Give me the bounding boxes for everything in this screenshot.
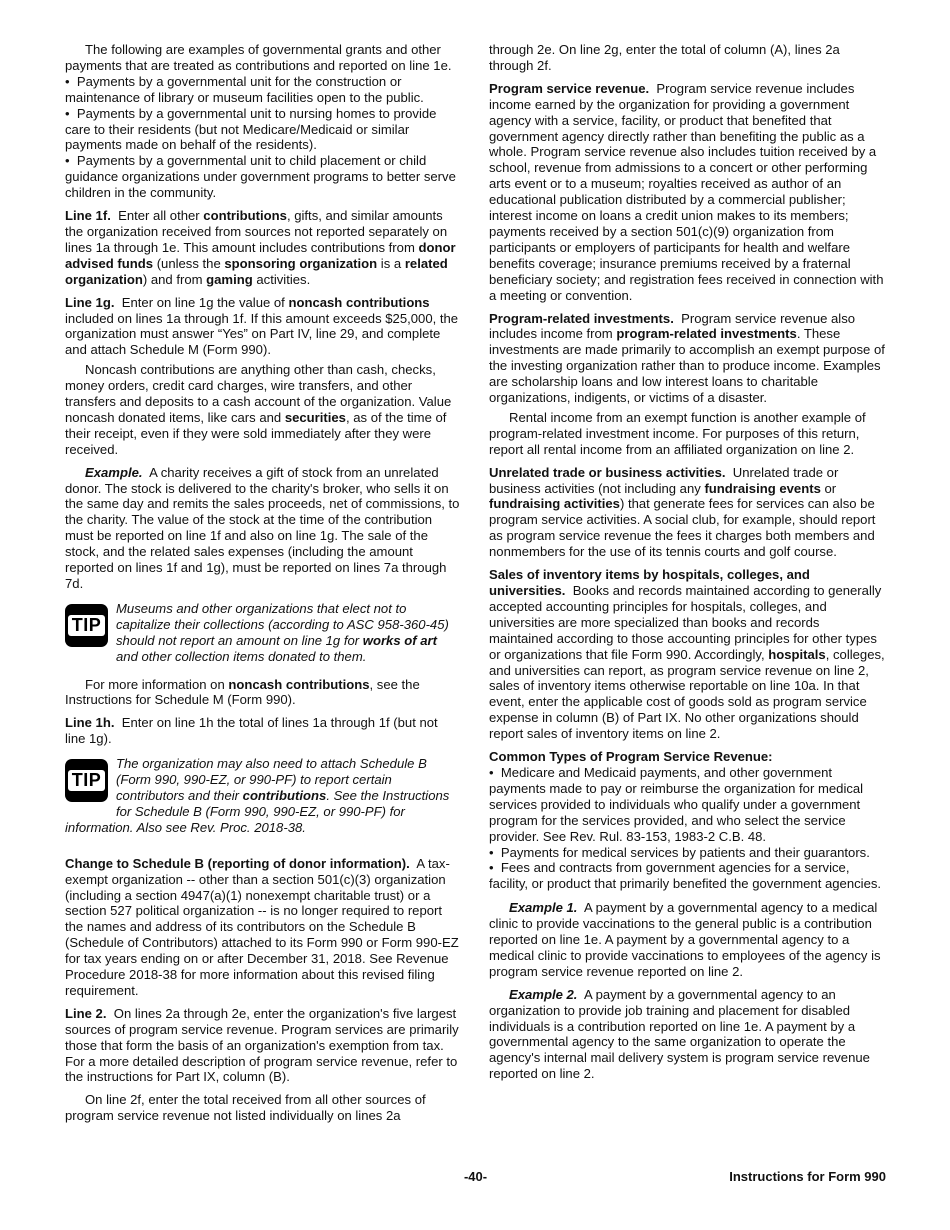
line-2f-paragraph: On line 2f, enter the total received from all other sources of program service revenue not listed individually on lines 2a — [65, 1092, 426, 1124]
program-related-investments-heading: Program-related investments. — [489, 310, 674, 326]
tip-icon: TIP — [65, 604, 108, 647]
page-footer — [65, 1169, 886, 1185]
example-2-heading: Example 2. — [509, 986, 578, 1002]
line-1f-paragraph: Line 1f. Enter all other contributions, gifts, and similar amounts the organization received from sources not reported separately on lines 1a through 1e. This amount includes contributions from donor advised funds (unless the sponsoring organization is a related organization) and from gaming activities. — [65, 208, 456, 287]
tip-text: The organization may also need to attach Schedule B (Form 990, 990-EZ, or 990-PF) to report certain contributors and their contributions. See the Instructions for Schedule B (Form 990, 990-EZ, or 990-PF) for information. Also see Rev. Proc. 2018-38. — [65, 756, 450, 835]
list-item: • Payments by a governmental unit to nursing homes to provide care to their residents (but not Medicare/Medicaid or similar payments made on behalf of the residents). — [65, 106, 460, 154]
intro-paragraph: The following are examples of governmental grants and other payments that are treated as contributions and reported on line 1e. — [65, 42, 452, 73]
left-column — [65, 42, 460, 1131]
tip-box-2 — [65, 756, 460, 836]
schedule-b-change-heading: Change to Schedule B (reporting of donor information). — [65, 855, 410, 871]
example-paragraph: Example. A charity receives a gift of stock from an unrelated donor. The stock is delivered to the charity's broker, who sells it on the same day and remits the sales proceeds, net of commissions, to the charity. The value of the stock at the time of the contribution must be reported on line 1f and also on line 1g. The sale of the stock, and the related sales expenses (including the amount reported on lines 1f and 1g), must be reported on lines 7a through 7d. — [65, 464, 460, 591]
example-heading: Example. — [85, 464, 143, 480]
inventory-sales-paragraph: Sales of inventory items by hospitals, colleges, and universities. Books and records maintained according to generally accepted accounting principles for hospitals, colleges, and universities are more specialized than books and records maintained according to those accounting principles for other types or organizations that file Form 990. Accordingly, hospitals, colleges, and universities can report, as program service revenue on line 2, sales of inventory items otherwise reportable on line 10a. In that event, enter the applicable cost of goods sold as program service expense in column (B) of Part IX. No other organizations should report sales of inventory items on line 2. — [489, 567, 885, 742]
line-1f-heading: Line 1f. — [65, 208, 111, 224]
rental-income-paragraph: Rental income from an exempt function is another example of program-related investment income. For purposes of this return, report all rental income from an affiliated organization on line 2. — [489, 409, 866, 457]
program-service-revenue-paragraph: Program service revenue. Program service revenue includes income earned by the organization for providing a government agency with a service, facility, or product that benefited that government agency directly rather than benefiting the public as a whole. Program service revenue also includes tuition received by a school, revenue from admissions to a concert or other performing arts event or to a museum; royalties received as author of an educational publication distributed by a commercial publisher; interest income on loans a credit union makes to its members; payments received by a section 501(c)(9) organization from participants or employers of participants for health and welfare benefits coverage; insurance premiums received by a fraternal beneficiary society; and registration fees received in connection with a meeting or convention. — [489, 80, 884, 303]
common-types-heading: Common Types of Program Service Revenue: — [489, 749, 773, 765]
schedule-b-change-paragraph: Change to Schedule B (reporting of donor information). A tax-exempt organization -- other than a section 501(c)(3) organization (including a section 4947(a)(1) nonexempt charitable trust) or a section 527 political organization -- is no longer required to report the names and address of its contributors on the Schedule B (Schedule of Contributors) attached to its Form 990 or Form 990-EZ for tax years ending on or after December 31, 2018. See Revenue Procedure 2018-38 for more information about this revised filing requirement. — [65, 855, 459, 998]
program-related-investments-paragraph: Program-related investments. Program service revenue also includes income from program-related investments. These investments are made primarily to accomplish an exempt purpose of the investing organization rather than to produce income. Examples are scholarship loans and low interest loans to charitable organizations, indigents, or victims of a disaster. — [489, 310, 885, 406]
right-column — [489, 42, 886, 1089]
line-1h-heading: Line 1h. — [65, 715, 115, 731]
list-item: • Payments by a governmental unit to child placement or child guidance organizations under government programs to better serve children in the community. — [65, 153, 460, 201]
unrelated-trade-heading: Unrelated trade or business activities. — [489, 464, 726, 480]
page-number: -40- — [463, 1169, 488, 1184]
program-service-revenue-heading: Program service revenue. — [489, 80, 650, 96]
example-1-paragraph: Example 1. A payment by a governmental agency to a medical clinic to provide vaccinations to the general public is a contribution reported on line 1e. A payment by a governmental agency to a medical clinic to provide vaccinations to employees of the agency is program service revenue reported on line 2. — [489, 900, 881, 979]
tip-text: Museums and other organizations that elect not to capitalize their collections (according to ASC 958-360-45) should not report an amount on line 1g for works of art and other collection items donated to them. — [116, 600, 449, 664]
line-2-continuation: through 2e. On line 2g, enter the total of column (A), lines 2a through 2f. — [489, 42, 840, 73]
line-1g-paragraph: Line 1g. Enter on line 1g the value of noncash contributions included on lines 1a through 1f. If this amount exceeds $25,000, the organization must answer “Yes” on Part IV, line 29, and complete and attach Schedule M (Form 990). — [65, 294, 459, 358]
unrelated-trade-paragraph: Unrelated trade or business activities. Unrelated trade or business activities (not including any fundraising events or fundraising activities) that generate fees for services can also be program service activities. A social club, for example, should report as program service revenue the fees it charges both members and nonmembers for the use of its tennis courts and golf course. — [489, 464, 876, 560]
line-1h-paragraph: Line 1h. Enter on line 1h the total of lines 1a through 1f (but not line 1g). — [65, 715, 438, 747]
noncash-more-info: For more information on noncash contributions, see the Instructions for Schedule M (Form 990). — [65, 676, 420, 708]
inventory-sales-heading: Sales of inventory items by hospitals, colleges, and universities. — [489, 567, 810, 598]
line-2-heading: Line 2. — [65, 1005, 107, 1021]
line-2-paragraph: Line 2. On lines 2a through 2e, enter the organization's five largest sources of program service revenue. Program services are primarily those that form the basis of an organization's exemption from tax. For a more detailed description of program service revenue, refer to the instructions for Part IX, column (B). — [65, 1005, 459, 1085]
list-item: • Payments for medical services by patients and their guarantors. — [489, 845, 886, 861]
list-item: • Medicare and Medicaid payments, and other government payments made to pay or reimburse the organization for medical services provided to individuals who qualify under a government program for the services provided, and who select the service provider. See Rev. Rul. 83-153, 1983-2 C.B. 48. — [489, 765, 886, 845]
noncash-paragraph: Noncash contributions are anything other than cash, checks, money orders, credit card charges, wire transfers, and other transfers and deposits to a cash account of the organization. Value noncash donated items, like cars and securities, as of the time of their receipt, even if they were sold immediately after they were received. — [65, 362, 452, 457]
tip-icon: TIP — [65, 759, 108, 802]
list-item: • Payments by a governmental unit for the construction or maintenance of library or museum facilities open to the public. — [65, 74, 460, 106]
list-item: • Fees and contracts from government agencies for a service, facility, or product that primarily benefited the government agencies. — [489, 860, 886, 892]
footer-title: Instructions for Form 990 — [729, 1169, 886, 1184]
line-1g-heading: Line 1g. — [65, 294, 115, 310]
tip-box-1 — [65, 601, 460, 665]
example-2-paragraph: Example 2. A payment by a governmental agency to an organization to provide job training and placement for disabled individuals is a contribution reported on line 1e. A payment by a governmental agency to the same organization to operate the agency's internal mail delivery system is program service revenue reported on line 2. — [489, 986, 870, 1082]
example-1-heading: Example 1. — [509, 900, 578, 916]
